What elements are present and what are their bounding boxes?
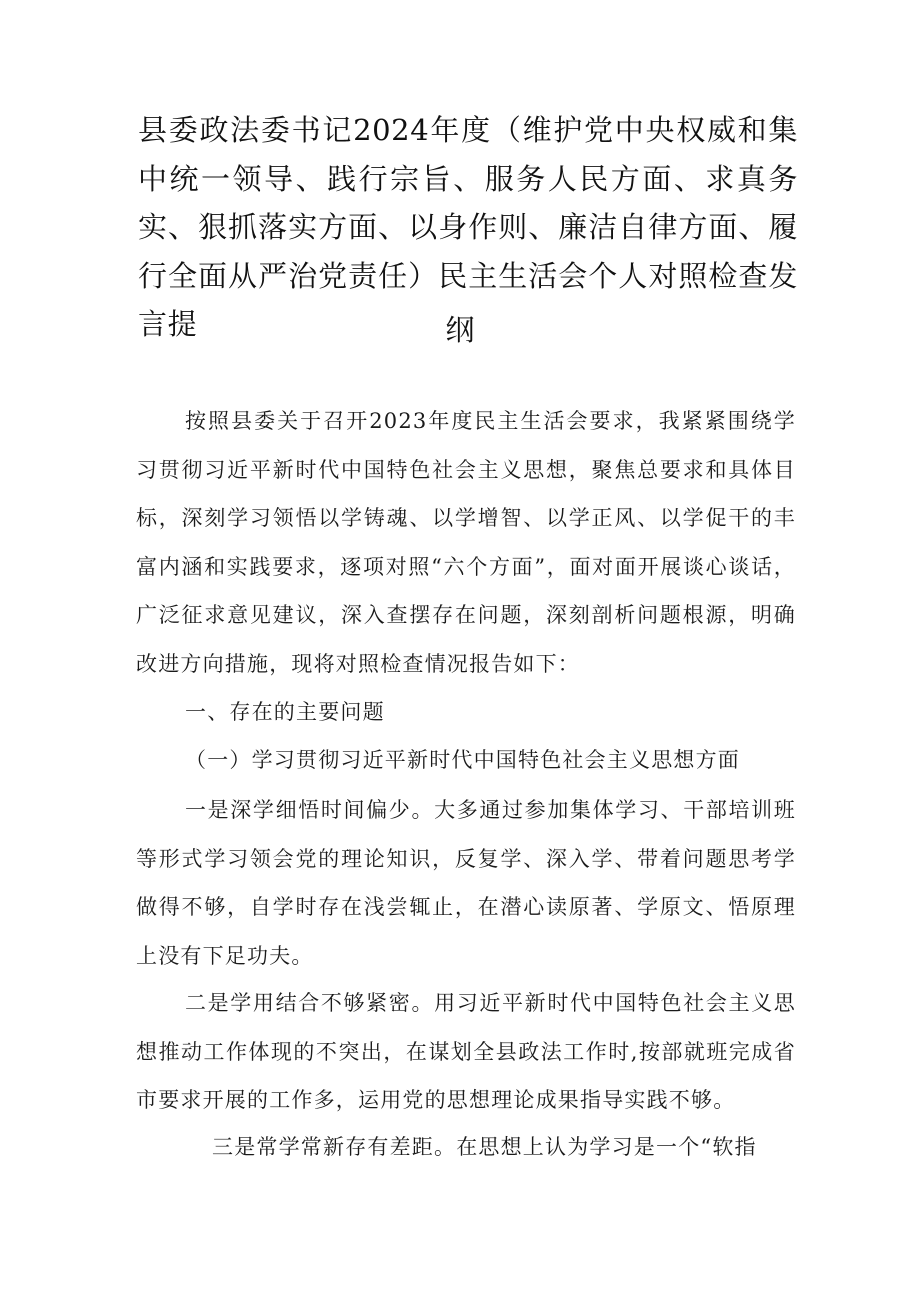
document-title-tail: 纲 [445,313,475,347]
point-paragraph-3: 三是常学常新存有差距。在思想上认为学习是一个“软指 [212,1135,757,1159]
point-paragraph-1: 一是深学细悟时间偏少。大多通过参加集体学习、干部培训班等形式学习领会党的理论知识，反复学、深入学、带着问题思考学做得不够，自学时存在浅尝辄止，在潜心读原著、学原文、悟原理上没有下足功夫。 [136,798,796,968]
intro-paragraph: 按照县委关于召开2023年度民主生活会要求，我紧紧围绕学习贯彻习近平新时代中国特色社会主义思想，聚焦总要求和具体目标，深刻学习领悟以学铸魂、以学增智、以学正风、以学促干的丰富内涵和实践要求，逐项对照“六个方面”，面对面开展谈心谈话，广泛征求意见建议，深入查摆存在问题，深刻剖析问题根源，明确改进方向措施，现将对照检查情况报告如下： [136,409,796,676]
point-paragraph-2: 二是学用结合不够紧密。用习近平新时代中国特色社会主义思想推动工作体现的不突出，在谋划全县政法工作时,按部就班完成省市要求开展的工作多，运用党的思想理论成果指导实践不够。 [136,991,796,1112]
document-title: 县委政法委书记2024年度（维护党中央权威和集中统一领导、践行宗旨、服务人民方面、求真务实、狠抓落实方面、以身作则、廉洁自律方面、履行全面从严治党责任）民主生活会个人对照检查发言提 [138,113,798,341]
section-heading: 一、存在的主要问题 [185,700,385,724]
subsection-heading: （一）学习贯彻习近平新时代中国特色社会主义思想方面 [185,748,740,772]
